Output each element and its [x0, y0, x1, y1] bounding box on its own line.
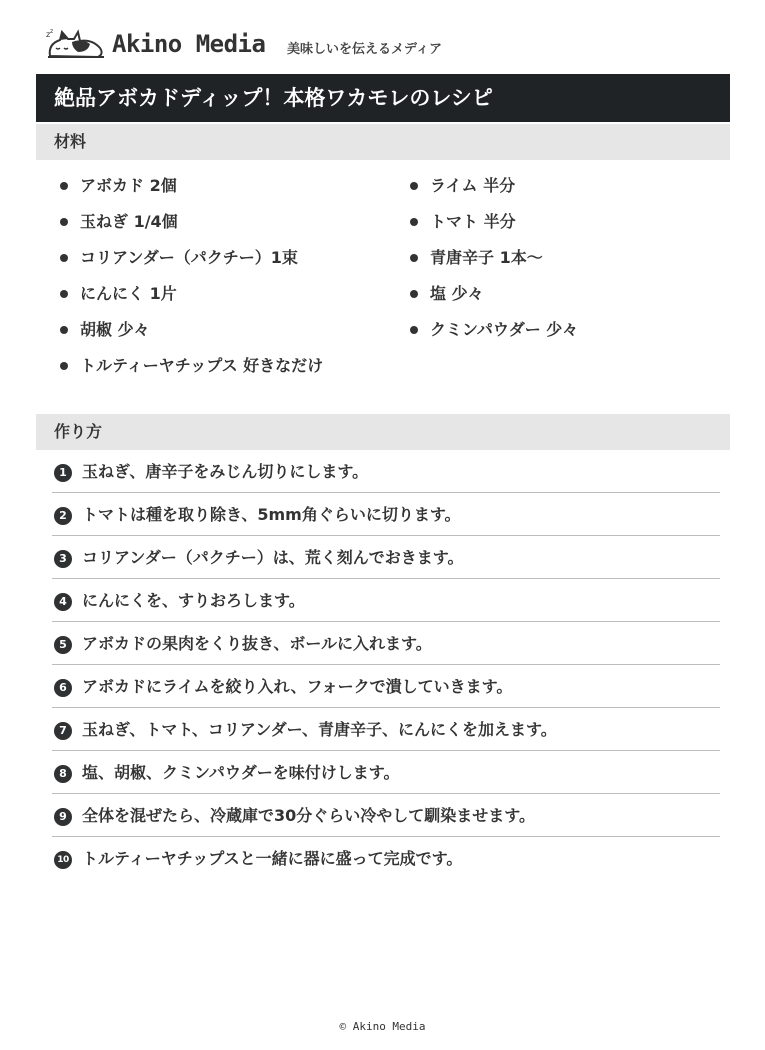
- ingredient-item: [58, 168, 398, 204]
- ingredient-label: 玉ねぎ 1/4個: [80, 212, 178, 231]
- site-header: [44, 26, 724, 66]
- svg-text:z: z: [46, 30, 51, 39]
- ingredient-label: コリアンダー（パクチー）1束: [80, 248, 298, 267]
- step-item: [52, 794, 720, 837]
- ingredients-list: [58, 168, 718, 384]
- step-number-badge: 5: [54, 636, 72, 654]
- ingredients-column-right: [408, 168, 718, 348]
- bullet-icon: [410, 254, 418, 262]
- ingredient-label: 胡椒 少々: [80, 320, 150, 339]
- step-text: トマトは種を取り除き、5mm角ぐらいに切ります。: [82, 505, 461, 524]
- step-item: [52, 579, 720, 622]
- ingredient-item: [408, 276, 718, 312]
- ingredient-item: [58, 312, 398, 348]
- ingredient-label: にんにく 1片: [80, 284, 177, 303]
- step-number-badge: 7: [54, 722, 72, 740]
- step-number-badge: 8: [54, 765, 72, 783]
- svg-text:z: z: [50, 28, 54, 35]
- bullet-icon: [60, 326, 68, 334]
- step-text: トルティーヤチップスと一緒に器に盛って完成です。: [82, 849, 463, 868]
- ingredient-label: ライム 半分: [430, 176, 516, 195]
- ingredient-label: 青唐辛子 1本～: [430, 248, 543, 267]
- step-text: 玉ねぎ、トマト、コリアンダー、青唐辛子、にんにくを加えます。: [82, 720, 557, 739]
- ingredients-column-left: [58, 168, 398, 384]
- ingredient-label: トルティーヤチップス 好きなだけ: [80, 356, 324, 375]
- step-item: [52, 837, 720, 879]
- ingredient-item: [58, 276, 398, 312]
- ingredient-item: [58, 348, 398, 384]
- step-text: コリアンダー（パクチー）は、荒く刻んでおきます。: [82, 548, 464, 567]
- bullet-icon: [60, 218, 68, 226]
- step-text: アボカドにライムを絞り入れ、フォークで潰していきます。: [82, 677, 513, 696]
- ingredient-item: [408, 168, 718, 204]
- bullet-icon: [60, 362, 68, 370]
- ingredient-label: 塩 少々: [430, 284, 484, 303]
- steps-heading: 作り方: [36, 414, 730, 450]
- step-item: [52, 708, 720, 751]
- step-item: [52, 665, 720, 708]
- step-number-badge: 9: [54, 808, 72, 826]
- bullet-icon: [60, 290, 68, 298]
- bullet-icon: [410, 182, 418, 190]
- step-number-badge: 1: [54, 464, 72, 482]
- ingredient-item: [408, 204, 718, 240]
- steps-list: [52, 450, 720, 879]
- ingredient-item: [58, 240, 398, 276]
- step-text: 塩、胡椒、クミンパウダーを味付けします。: [82, 763, 400, 782]
- bullet-icon: [410, 218, 418, 226]
- site-tagline: 美味しいを伝えるメディア: [287, 42, 442, 57]
- step-item: [52, 751, 720, 794]
- ingredient-item: [408, 240, 718, 276]
- step-number-badge: 3: [54, 550, 72, 568]
- copyright-footer: © Akino Media: [339, 1020, 426, 1033]
- sleeping-cat-logo-icon: [44, 26, 106, 62]
- bullet-icon: [60, 254, 68, 262]
- step-item: [52, 493, 720, 536]
- step-text: 全体を混ぜたら、冷蔵庫で30分ぐらい冷やして馴染ませます。: [82, 806, 535, 825]
- step-number-badge: 4: [54, 593, 72, 611]
- bullet-icon: [410, 290, 418, 298]
- page-title: 絶品アボカドディップ！本格ワカモレのレシピ: [36, 74, 730, 122]
- step-item: [52, 450, 720, 493]
- ingredient-label: トマト 半分: [430, 212, 516, 231]
- ingredient-label: クミンパウダー 少々: [430, 320, 579, 339]
- step-item: [52, 536, 720, 579]
- ingredient-label: アボカド 2個: [80, 176, 177, 195]
- step-text: にんにくを、すりおろします。: [82, 591, 305, 610]
- step-number-badge: 2: [54, 507, 72, 525]
- step-text: 玉ねぎ、唐辛子をみじん切りにします。: [82, 462, 369, 481]
- ingredient-item: [408, 312, 718, 348]
- brand-name[interactable]: Akino Media: [112, 30, 266, 58]
- step-number-badge: 10: [54, 851, 72, 869]
- ingredient-item: [58, 204, 398, 240]
- bullet-icon: [410, 326, 418, 334]
- ingredients-heading: 材料: [36, 124, 730, 160]
- bullet-icon: [60, 182, 68, 190]
- step-item: [52, 622, 720, 665]
- step-text: アボカドの果肉をくり抜き、ボールに入れます。: [82, 634, 432, 653]
- step-number-badge: 6: [54, 679, 72, 697]
